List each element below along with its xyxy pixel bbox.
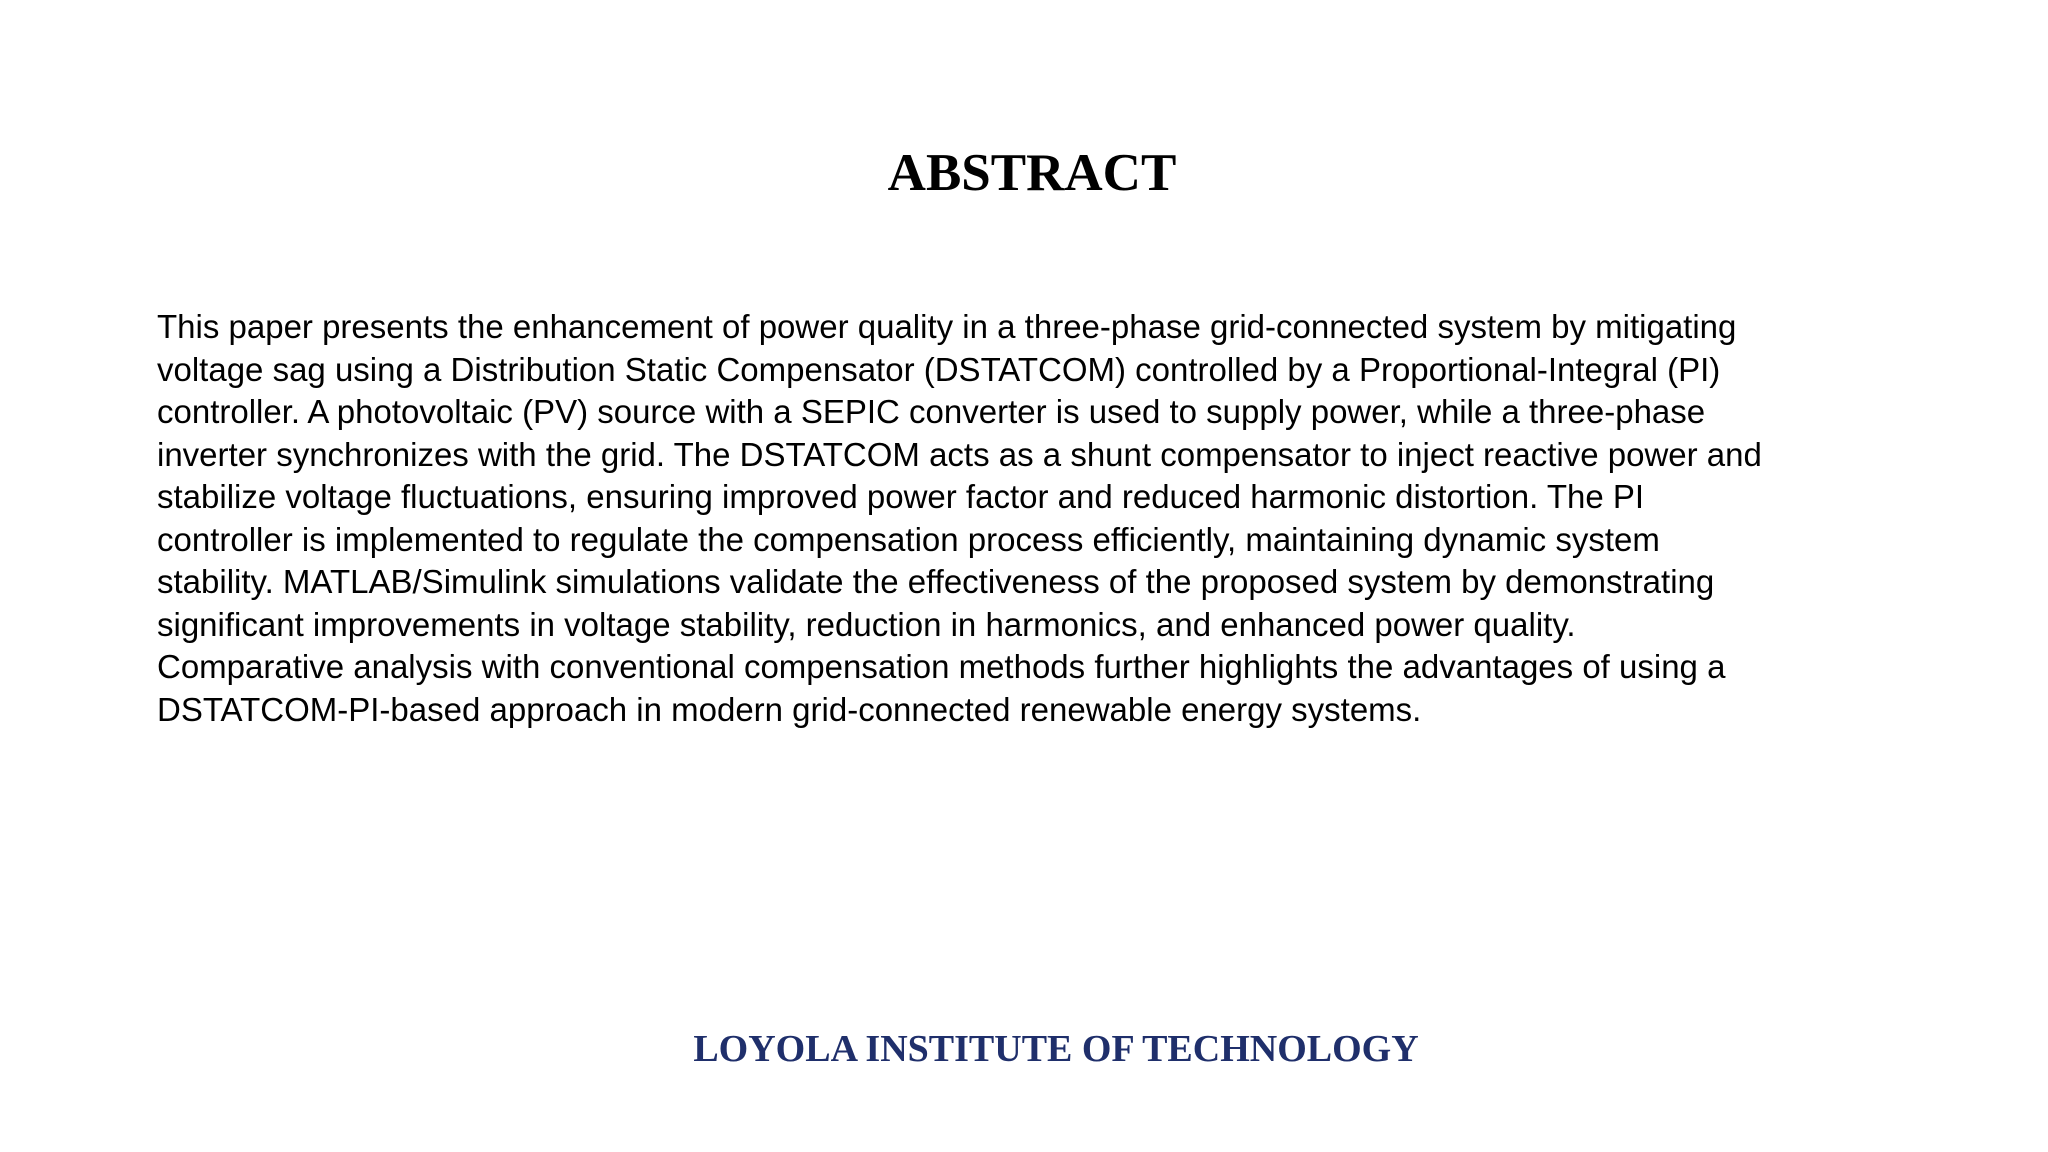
slide-title: ABSTRACT xyxy=(887,144,1177,202)
abstract-line: inverter synchronizes with the grid. The DSTATCOM acts as a shunt compensator to inject reactive power and xyxy=(157,435,1762,473)
abstract-line: Comparative analysis with conventional compensation methods further highlights the advantages of using a xyxy=(157,648,1726,685)
institution-footer: LOYOLA INSTITUTE OF TECHNOLOGY xyxy=(693,1028,1419,1070)
abstract-line: voltage sag using a Distribution Static Compensator (DSTATCOM) controlled by a Proportional-Integral (PI) xyxy=(157,350,1721,388)
abstract-line: stability. MATLAB/Simulink simulations validate the effectiveness of the proposed system by demonstrating xyxy=(157,563,1715,600)
abstract-text xyxy=(157,306,1897,731)
abstract-line: controller. A photovoltaic (PV) source with a SEPIC converter is used to supply power, while a three-phase xyxy=(157,393,1706,430)
abstract-line: controller is implemented to regulate the compensation process efficiently, maintaining dynamic system xyxy=(157,520,1660,558)
abstract-line: DSTATCOM-PI-based approach in modern grid-connected renewable energy systems. xyxy=(157,690,1422,728)
abstract-line: stabilize voltage fluctuations, ensuring improved power factor and reduced harmonic distortion. The PI xyxy=(157,478,1645,515)
abstract-line: This paper presents the enhancement of power quality in a three-phase grid-connected system by mitigating xyxy=(157,308,1737,345)
abstract-line: significant improvements in voltage stability, reduction in harmonics, and enhanced power quality. xyxy=(157,605,1576,643)
